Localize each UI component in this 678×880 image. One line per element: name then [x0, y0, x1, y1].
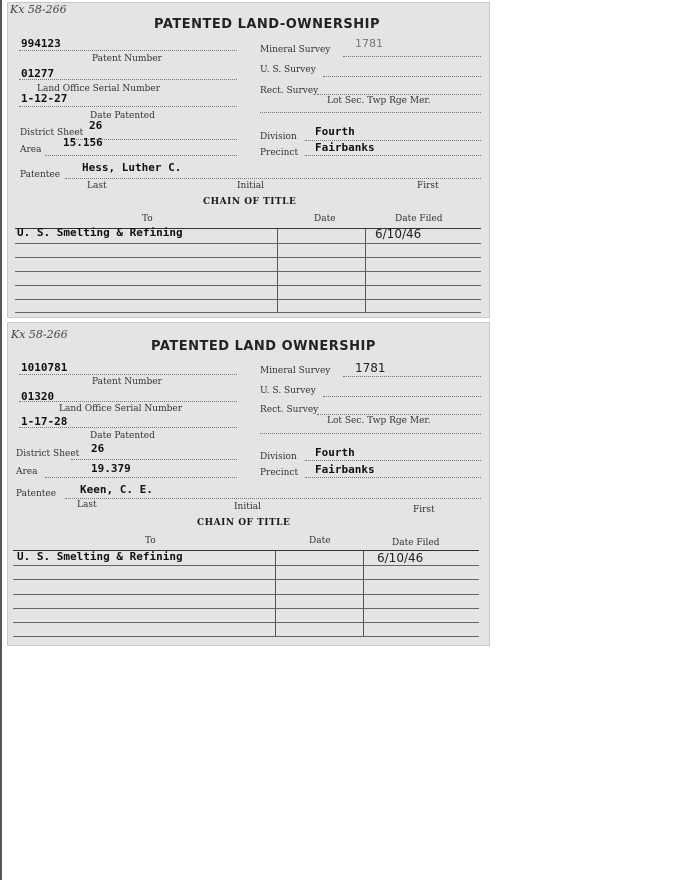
- area-label: Area: [20, 145, 42, 155]
- col-date-header: Date: [309, 536, 331, 546]
- chain-row-to: U. S. Smelting & Refining: [17, 550, 183, 563]
- initial-label: Initial: [237, 181, 264, 191]
- area-value: 19.379: [91, 462, 131, 475]
- patent-number-value: 1010781: [21, 361, 68, 374]
- division-label: Division: [260, 452, 297, 462]
- us-survey-label: U. S. Survey: [260, 386, 316, 396]
- chain-of-title-heading: CHAIN OF TITLE: [197, 518, 291, 528]
- mineral-survey-value: 1781: [355, 37, 383, 50]
- ownership-card-2: [7, 322, 490, 646]
- rect-survey-label: Rect. Survey: [260, 86, 319, 96]
- serial-number-label: Land Office Serial Number: [37, 84, 161, 94]
- district-sheet-label: District Sheet: [16, 449, 80, 459]
- patent-number-label: Patent Number: [92, 377, 162, 387]
- patent-number-label: Patent Number: [92, 54, 162, 64]
- scan-edge: [0, 0, 2, 880]
- card-title: PATENTED LAND OWNERSHIP: [151, 339, 376, 354]
- patent-number-value: 994123: [21, 37, 61, 50]
- precinct-value: Fairbanks: [315, 463, 375, 476]
- precinct-label: Precinct: [260, 148, 299, 158]
- first-label: First: [417, 181, 439, 191]
- serial-number-value: 01277: [21, 67, 55, 80]
- col-date-filed-header: Date Filed: [395, 214, 443, 224]
- precinct-label: Precinct: [260, 468, 299, 478]
- initial-label: Initial: [234, 502, 261, 512]
- us-survey-label: U. S. Survey: [260, 65, 316, 75]
- first-label: First: [413, 505, 435, 515]
- chain-row-date-filed: 6/10/46: [375, 227, 422, 241]
- patentee-value: Hess, Luther C.: [82, 161, 182, 174]
- date-patented-value: 1-12-27: [21, 92, 68, 105]
- district-sheet-label: District Sheet: [20, 128, 84, 138]
- last-label: Last: [87, 181, 107, 191]
- col-date-filed-header: Date Filed: [392, 538, 440, 548]
- serial-number-label: Land Office Serial Number: [59, 404, 183, 414]
- col-to-header: To: [145, 536, 156, 546]
- patentee-value: Keen, C. E.: [80, 483, 153, 496]
- area-label: Area: [16, 467, 38, 477]
- chain-row-date-filed: 6/10/46: [377, 551, 424, 565]
- division-value: Fourth: [315, 446, 355, 459]
- mineral-survey-value: 1781: [355, 361, 386, 375]
- area-value: 15.156: [63, 136, 103, 149]
- patentee-label: Patentee: [16, 489, 57, 499]
- date-patented-value: 1-17-28: [21, 415, 68, 428]
- chain-of-title-heading: CHAIN OF TITLE: [203, 197, 297, 207]
- ownership-card-1: [7, 2, 490, 318]
- serial-number-value: 01320: [21, 390, 55, 403]
- patentee-label: Patentee: [20, 170, 61, 180]
- district-sheet-value: 26: [91, 442, 105, 455]
- precinct-value: Fairbanks: [315, 141, 375, 154]
- chain-row-to: U. S. Smelting & Refining: [17, 226, 183, 239]
- rect-survey-label: Rect. Survey: [260, 405, 319, 415]
- date-patented-label: Date Patented: [90, 111, 155, 121]
- col-to-header: To: [142, 214, 153, 224]
- chain-of-title-table: [13, 550, 479, 637]
- handwritten-file-id: Kx 58-266: [11, 328, 68, 341]
- chain-of-title-table: [15, 228, 481, 313]
- mineral-survey-label: Mineral Survey: [260, 45, 331, 55]
- mineral-survey-label: Mineral Survey: [260, 366, 331, 376]
- col-date-header: Date: [314, 214, 336, 224]
- handwritten-file-id: Kx 58-266: [10, 3, 67, 16]
- division-value: Fourth: [315, 125, 355, 138]
- date-patented-label: Date Patented: [90, 431, 155, 441]
- district-sheet-value: 26: [89, 119, 103, 132]
- division-label: Division: [260, 132, 297, 142]
- last-label: Last: [77, 500, 97, 510]
- rect-survey-columns: Lot Sec. Twp Rge Mer.: [327, 96, 431, 106]
- card-title: PATENTED LAND-OWNERSHIP: [154, 17, 380, 32]
- rect-survey-columns: Lot Sec. Twp Rge Mer.: [327, 416, 431, 426]
